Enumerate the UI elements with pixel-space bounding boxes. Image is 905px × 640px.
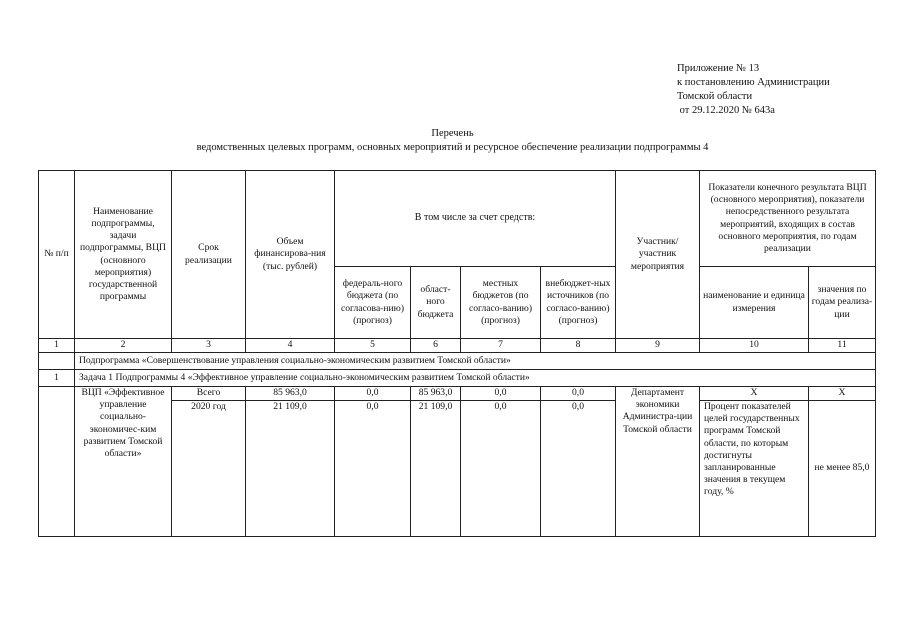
vcp-2020-federal: 0,0	[335, 401, 411, 537]
column-number-row	[39, 339, 876, 353]
vcp-total-ind-value: Х	[809, 387, 876, 401]
vcp-2020-regional: 21 109,0	[411, 401, 461, 537]
header-num: № п/п	[39, 171, 75, 339]
task-title: Задача 1 Подпрограммы 4 «Эффективное управление социально-экономическим развитием Томской области»	[75, 370, 876, 387]
task-num: 1	[39, 370, 75, 387]
vcp-2020-volume: 21 109,0	[246, 401, 335, 537]
subprogram-num-cell	[39, 353, 75, 370]
col-number: 9	[616, 339, 700, 353]
header-name: Наименование подпрограммы, задачи подпрограммы, ВЦП (основного мероприятия) государственной программы	[75, 171, 172, 339]
col-number: 7	[461, 339, 541, 353]
vcp-total-ind-name: Х	[700, 387, 809, 401]
annex-line-4: от 29.12.2020 № 643а	[677, 105, 775, 116]
header-federal: федераль-ного бюджета (по согласова-нию) (прогноз)	[335, 267, 411, 339]
header-indicators: Показатели конечного результата ВЦП (основного мероприятия), показатели непосредственного результата мероприятий, входящих в состав основного мероприятия, по годам реализации	[700, 171, 876, 267]
col-number: 5	[335, 339, 411, 353]
subprogram-title: Подпрограмма «Совершенствование управления социально-экономическим развитием Томской области»	[75, 353, 876, 370]
annex-line-1: Приложение № 13	[677, 63, 760, 74]
vcp-total-volume: 85 963,0	[246, 387, 335, 401]
vcp-2020-period: 2020 год	[172, 401, 246, 537]
program-table	[38, 170, 876, 537]
doc-title: Перечень	[431, 128, 474, 139]
header-volume: Объем финансирова-ния (тыс. рублей)	[246, 171, 335, 339]
header-period: Срок реализации	[172, 171, 246, 339]
col-number: 10	[700, 339, 809, 353]
vcp-2020-extra: 0,0	[541, 401, 616, 537]
col-number: 2	[75, 339, 172, 353]
col-number: 4	[246, 339, 335, 353]
task-row	[39, 370, 876, 387]
vcp-total-extra: 0,0	[541, 387, 616, 401]
header-participant: Участник/ участник мероприятия	[616, 171, 700, 339]
vcp-total-local: 0,0	[461, 387, 541, 401]
doc-subtitle: ведомственных целевых программ, основных мероприятий и ресурсное обеспечение реализации подпрограммы 4	[196, 142, 709, 153]
header-regional: област-ного бюджета	[411, 267, 461, 339]
col-number: 1	[39, 339, 75, 353]
header-ind-name: наименование и единица измерения	[700, 267, 809, 339]
col-number: 3	[172, 339, 246, 353]
subprogram-row	[39, 353, 876, 370]
annex-line-2: к постановлению Администрации	[677, 77, 830, 88]
vcp-num-cell	[39, 387, 75, 537]
header-row-1	[39, 171, 876, 267]
header-local: местных бюджетов (по согласо-ванию) (прогноз)	[461, 267, 541, 339]
vcp-participant: Департамент экономики Администра-ции Томской области	[616, 387, 700, 537]
vcp-total-row	[39, 387, 876, 401]
header-incl: В том числе за счет средств:	[335, 171, 616, 267]
annex-block	[677, 62, 830, 118]
col-number: 8	[541, 339, 616, 353]
annex-line-3: Томской области	[677, 91, 753, 102]
header-extra: внебюджет-ных источников (по согласо-ванию) (прогноз)	[541, 267, 616, 339]
vcp-2020-ind-value: не менее 85,0	[809, 401, 876, 537]
vcp-total-period: Всего	[172, 387, 246, 401]
col-number: 11	[809, 339, 876, 353]
vcp-total-regional: 85 963,0	[411, 387, 461, 401]
vcp-name: ВЦП «Эффективное управление социально-экономичес-ким развитием Томской области»	[75, 387, 172, 537]
vcp-total-federal: 0,0	[335, 387, 411, 401]
vcp-2020-ind-name: Процент показателей целей государственных программ Томской области, по которым достигнуты запланированные значения в текущем году, %	[700, 401, 809, 537]
vcp-2020-local: 0,0	[461, 401, 541, 537]
col-number: 6	[411, 339, 461, 353]
header-ind-values: значения по годам реализа-ции	[809, 267, 876, 339]
